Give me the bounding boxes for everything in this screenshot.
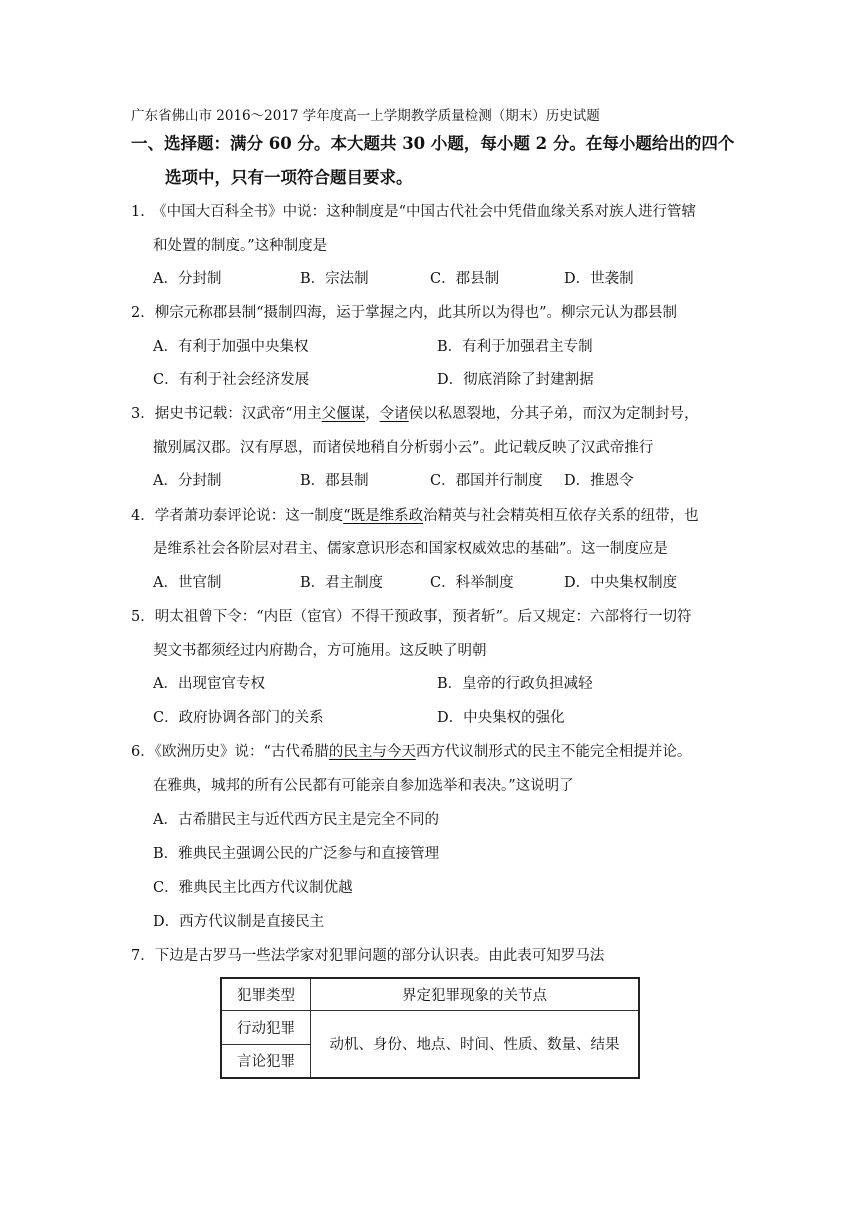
q4-option-c: C．科举制度	[430, 575, 514, 591]
crime-table	[220, 977, 640, 1079]
q3-stem-line1	[131, 404, 699, 424]
q1-option-a: A．分封制	[153, 271, 222, 287]
table-cell-speech-crime: 言论犯罪	[221, 1044, 311, 1078]
table-header-row	[221, 978, 639, 1010]
table-row	[221, 1010, 639, 1044]
q6-option-b: B．雅典民主强调公民的广泛参与和直接管理	[153, 846, 440, 862]
q3-underlined-2: 令诸	[379, 406, 409, 422]
q6-option-c: C．雅典民主比西方代议制优越	[153, 880, 353, 896]
q2-option-c: C．有利于社会经济发展	[153, 372, 310, 388]
q6-text-a: 6．《欧洲历史》说：“古代希腊	[131, 744, 329, 760]
q5-option-d: D．中央集权的强化	[437, 710, 565, 726]
q6-stem-line2: 在雅典，城邦的所有公民都有可能亲自参加选举和表决。”这说明了	[153, 778, 574, 794]
q4-text-a: 4．学者萧功泰评论说：这一制度	[131, 508, 344, 524]
q6-text-b: 西方代议制形式的民主不能完全相提并论。	[415, 744, 692, 760]
q5-option-c: C．政府协调各部门的关系	[153, 710, 324, 726]
q4-option-a: A．世官制	[153, 575, 222, 591]
q4-stem-line2: 是维系社会各阶层对君主、儒家意识形态和国家权威效忠的基础”。这一制度应是	[153, 541, 668, 557]
table-header-key-points: 界定犯罪现象的关节点	[311, 978, 640, 1010]
q1-option-c: C．郡县制	[430, 271, 500, 287]
q6-option-a: A．古希腊民主与近代西方民主是完全不同的	[153, 812, 439, 828]
q3-text-a: 3．据史书记载：汉武帝“用主	[131, 406, 322, 422]
q5-stem-line1: 5．明太祖曾下令：“内臣（宦官）不得干预政事，预者斩”。后又规定：六部将行一切符	[131, 609, 692, 625]
q1-stem-line2: 和处置的制度。”这种制度是	[153, 238, 328, 254]
q4-option-b: B．君主制度	[300, 575, 384, 591]
q5-option-b: B．皇帝的行政负担减轻	[437, 676, 593, 692]
q3-text-b: ，	[365, 406, 380, 422]
table-cell-key-points: 动机、身份、地点、时间、性质、数量、结果	[311, 1010, 640, 1078]
q3-stem-line2: 撤别属汉郡。汉有厚恩，而诸侯地稍自分析弱小云”。此记载反映了汉武帝推行	[153, 440, 654, 456]
q4-text-b: 治精英与社会精英相互依存关系的纽带，也	[423, 508, 699, 524]
q3-option-d: D．推恩令	[564, 473, 634, 489]
q2-stem-line1: 2．柳宗元称郡县制“摄制四海，运于掌握之内，此其所以为得也”。柳宗元认为郡县制	[131, 305, 678, 321]
q4-stem-line1	[131, 506, 699, 526]
q6-option-d: D．西方代议制是直接民主	[153, 914, 325, 930]
q2-option-a: A．有利于加强中央集权	[153, 339, 309, 355]
q3-option-c: C．郡国并行制度	[430, 473, 543, 489]
exam-title: 广东省佛山市 2016～2017 学年度高一上学期教学质量检测（期末）历史试题	[131, 108, 600, 124]
q6-stem-line1	[131, 742, 691, 762]
q4-underlined: “既是维系政	[343, 508, 424, 524]
q7-stem-line1: 7．下边是古罗马一些法学家对犯罪问题的部分认识表。由此表可知罗马法	[131, 948, 605, 964]
table-header-crime-type: 犯罪类型	[221, 978, 311, 1010]
section-heading-line2: 选项中，只有一项符合题目要求。	[165, 168, 413, 187]
q3-option-a: A．分封制	[153, 473, 222, 489]
q1-option-b: B．宗法制	[300, 271, 369, 287]
q1-stem-line1: 1. 《中国大百科全书》中说：这种制度是“中国古代社会中凭借血缘关系对族人进行管辖	[131, 204, 696, 220]
q4-option-d: D．中央集权制度	[564, 575, 678, 591]
q3-text-c: 侯以私恩裂地，分其子弟，而汉为定制封号，	[408, 406, 699, 422]
q5-stem-line2: 契文书都须经过内府勘合，方可施用。这反映了明朝	[153, 643, 487, 659]
q6-underlined: 的民主与今天	[328, 744, 416, 760]
q3-underlined-1: 父偃谋	[321, 406, 366, 422]
section-heading-line1: 一、选择题：满分 60 分。本大题共 30 小题，每小题 2 分。在每小题给出的四个	[131, 134, 735, 153]
q2-option-b: B．有利于加强君主专制	[437, 339, 593, 355]
q5-option-a: A．出现宦官专权	[153, 676, 265, 692]
q2-option-d: D．彻底消除了封建割据	[437, 372, 594, 388]
q3-option-b: B．郡县制	[300, 473, 369, 489]
q1-option-d: D．世袭制	[564, 271, 634, 287]
table-cell-action-crime: 行动犯罪	[221, 1010, 311, 1044]
